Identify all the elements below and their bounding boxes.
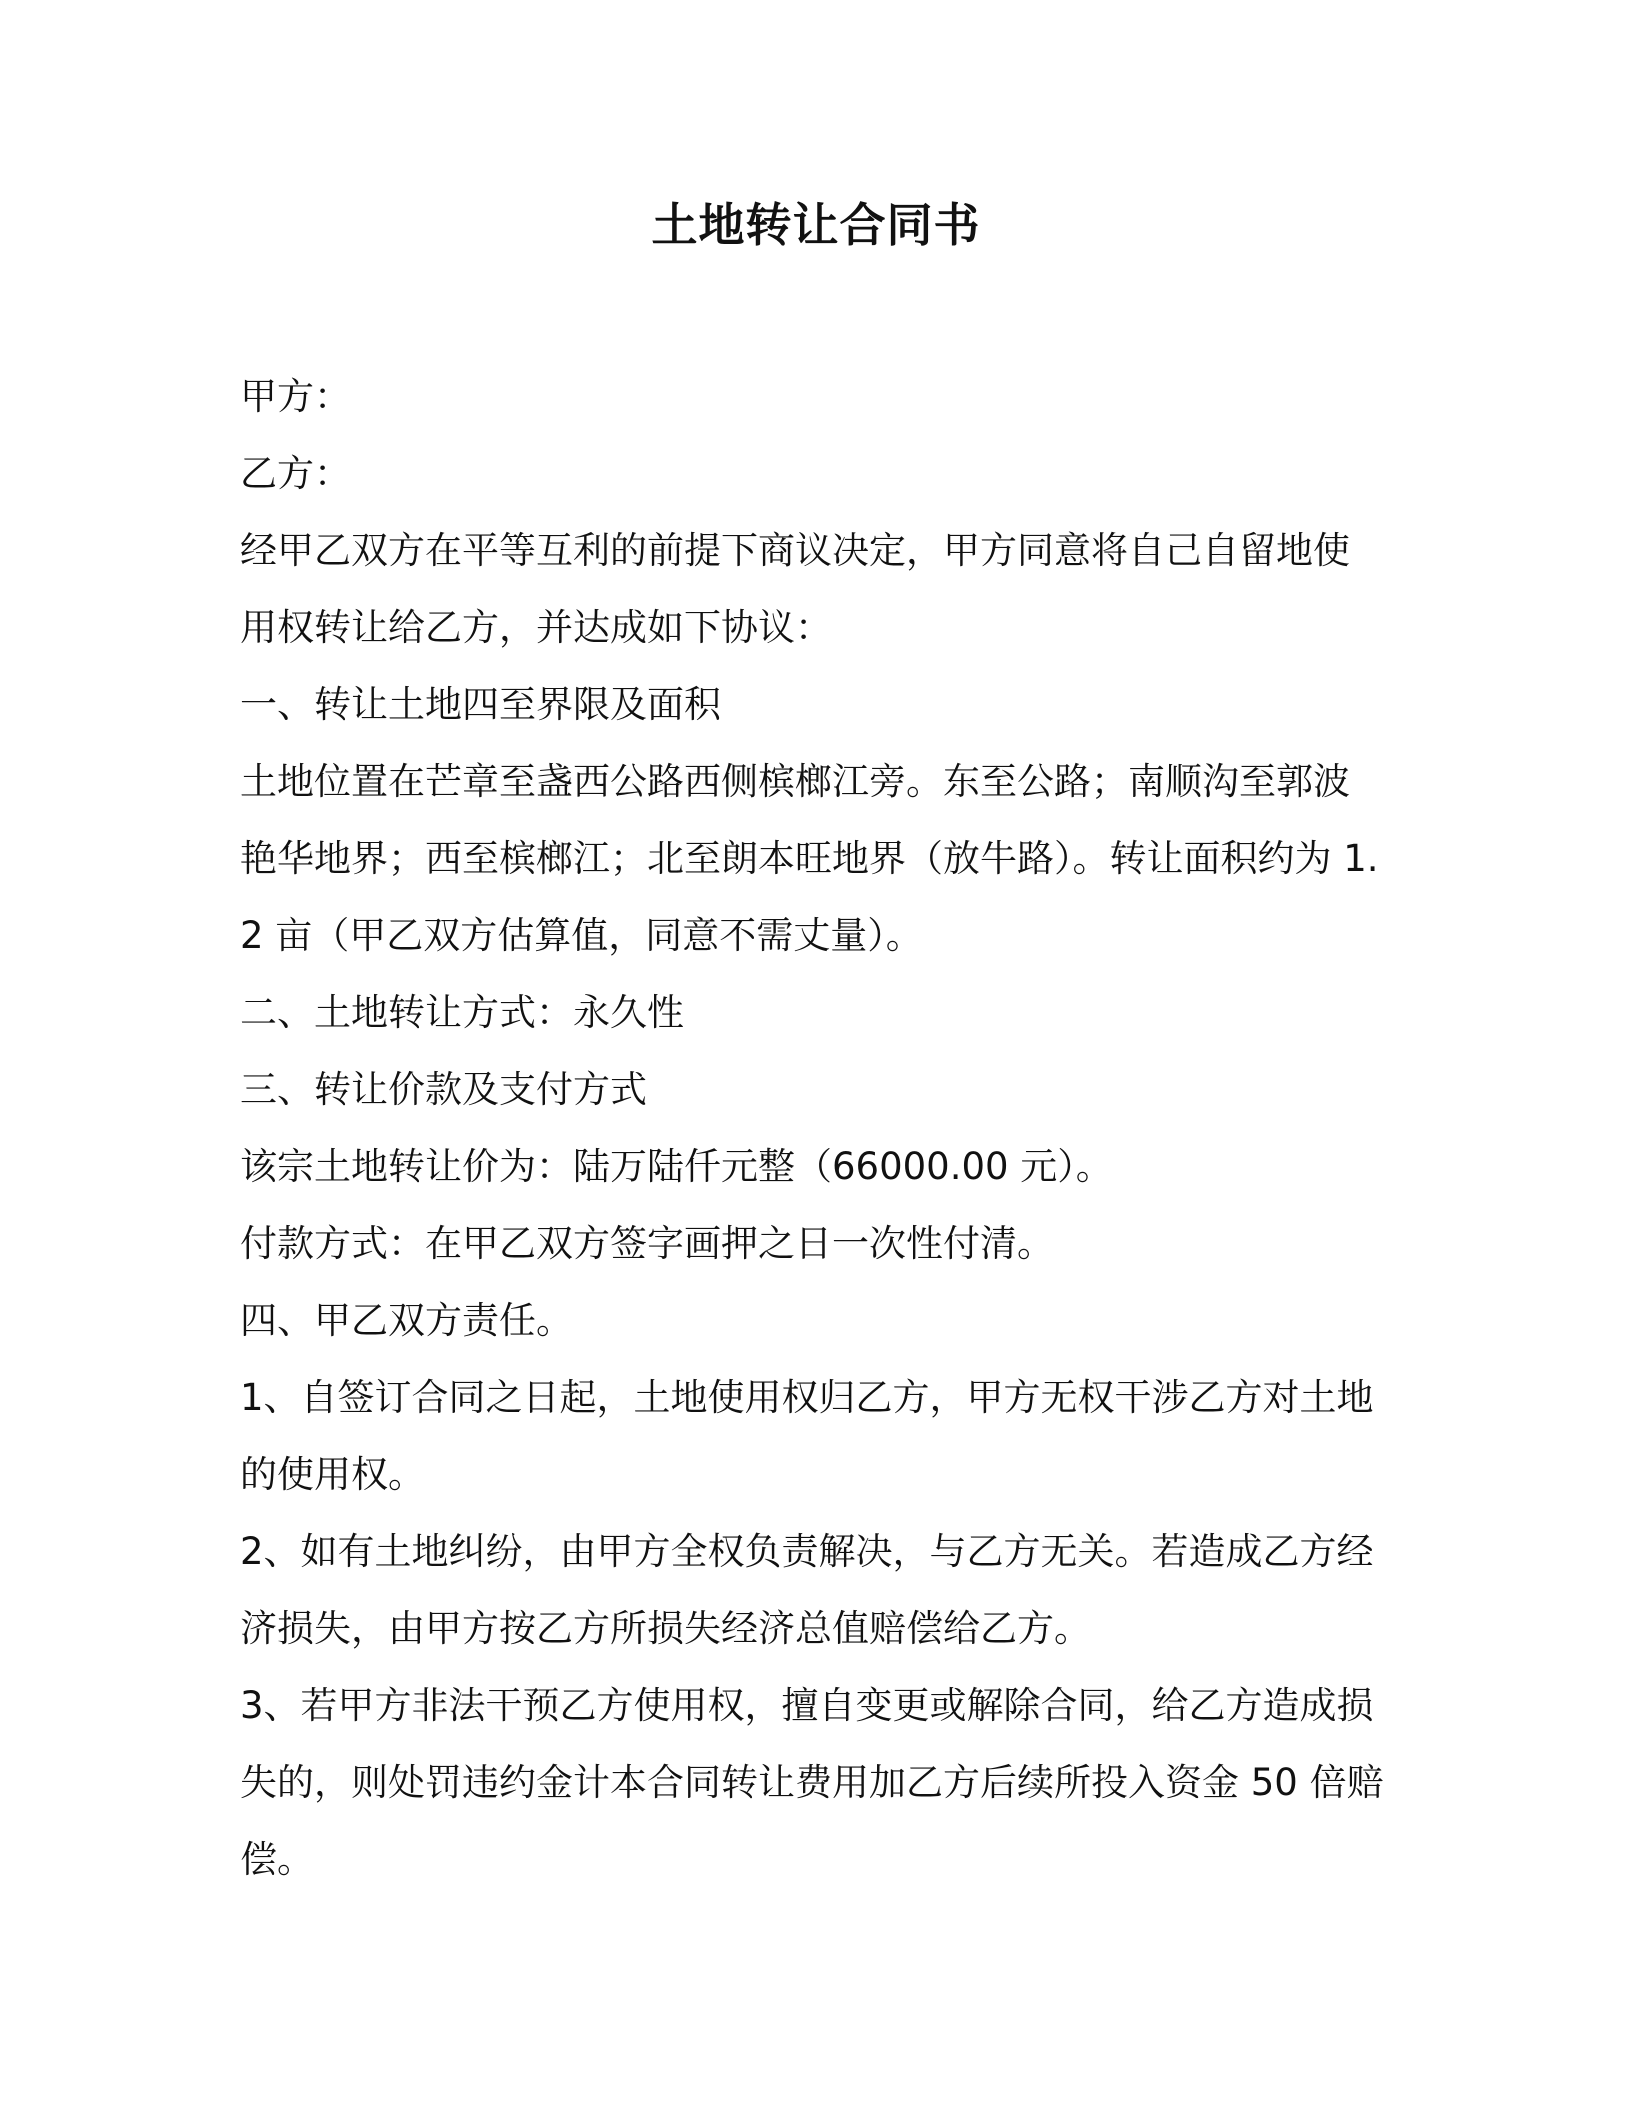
clause-line: 1、自签订合同之日起，土地使用权归乙方，甲方无权干涉乙方对土地 — [240, 1376, 1374, 1419]
body-line: 2 亩（甲乙双方估算值，同意不需丈量）。 — [240, 914, 923, 957]
preamble-line: 经甲乙双方在平等互利的前提下商议决定，甲方同意将自己自留地使 — [240, 529, 1350, 572]
document-body — [240, 358, 1410, 1898]
body-line: 土地位置在芒章至盏西公路西侧槟榔江旁。东至公路；南顺沟至郭波 — [240, 760, 1350, 803]
clause-line: 2、如有土地纠纷，由甲方全权负责解决，与乙方无关。若造成乙方经 — [240, 1530, 1374, 1573]
body-line: 艳华地界；西至槟榔江；北至朗本旺地界（放牛路）。转让面积约为 1. — [240, 837, 1379, 880]
clause-line: 济损失，由甲方按乙方所损失经济总值赔偿给乙方。 — [240, 1607, 1091, 1650]
party-b-line: 乙方： — [240, 452, 351, 495]
section-heading: 一、转让土地四至界限及面积 — [240, 683, 721, 726]
section-heading: 三、转让价款及支付方式 — [240, 1068, 647, 1111]
clause-line: 3、若甲方非法干预乙方使用权，擅自变更或解除合同，给乙方造成损 — [240, 1684, 1374, 1727]
document-title: 土地转让合同书 — [651, 198, 981, 252]
section-heading: 二、土地转让方式：永久性 — [240, 991, 684, 1034]
body-line: 该宗土地转让价为：陆万陆仟元整（66000.00 元）。 — [240, 1145, 1113, 1188]
clause-line: 的使用权。 — [240, 1453, 425, 1496]
party-a-line: 甲方： — [240, 375, 351, 418]
body-line: 付款方式：在甲乙双方签字画押之日一次性付清。 — [240, 1222, 1054, 1265]
clause-line: 偿。 — [240, 1838, 314, 1881]
section-heading: 四、甲乙双方责任。 — [240, 1299, 573, 1342]
clause-line: 失的，则处罚违约金计本合同转让费用加乙方后续所投入资金 50 倍赔 — [240, 1761, 1384, 1804]
preamble-line: 用权转让给乙方，并达成如下协议： — [240, 606, 832, 649]
